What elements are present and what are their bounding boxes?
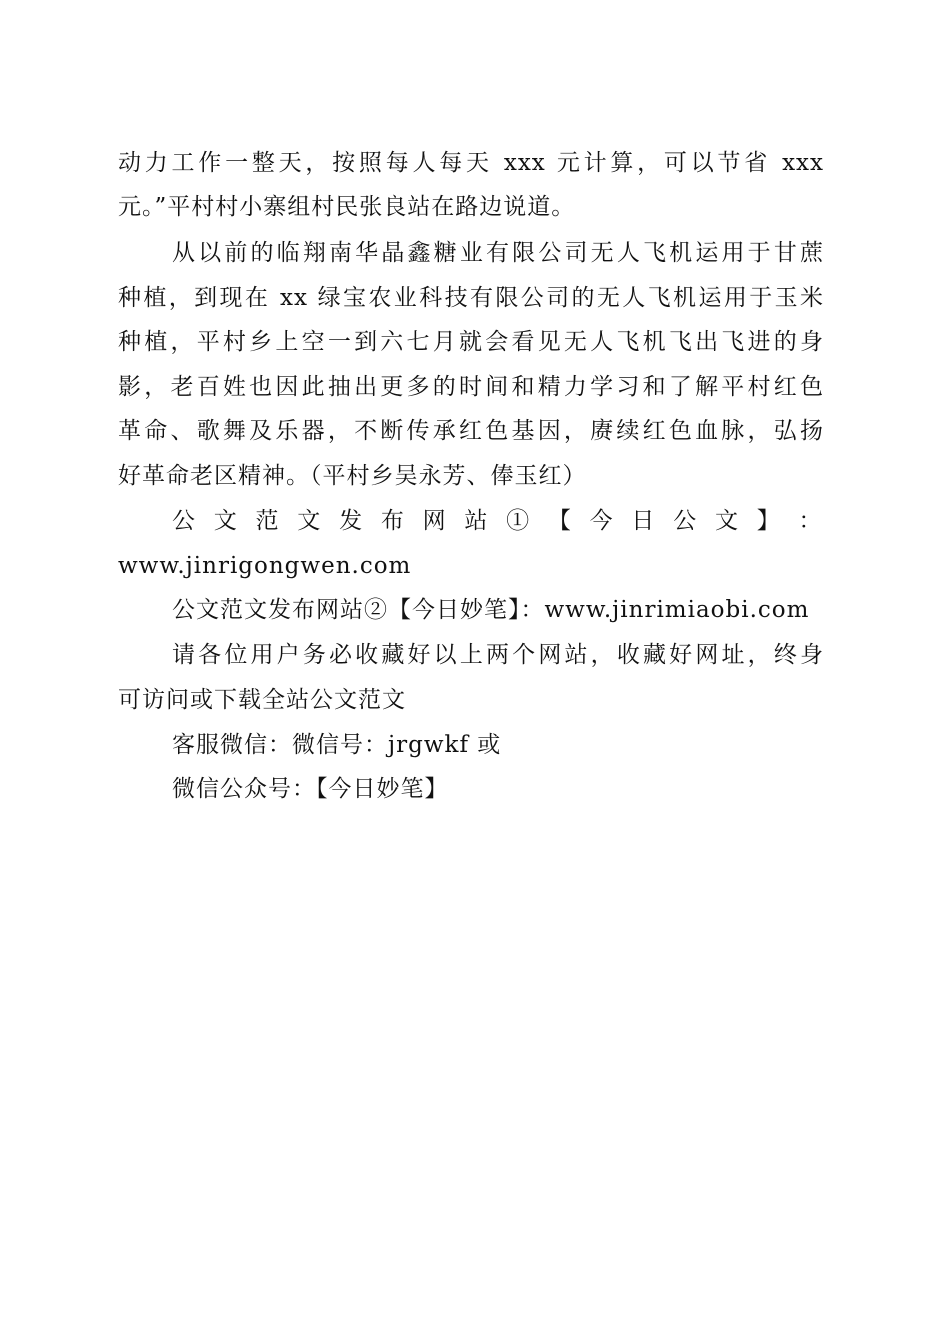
site1-title: 公 文 范 文 发 布 网 站 ① 【 今 日 公 文 】 ：	[172, 508, 824, 534]
site1-url[interactable]: www.jinrigongwen.com	[118, 553, 412, 579]
notice-line2: 可访问或下载全站公文范文	[118, 687, 406, 713]
paragraph2-line1: 从以前的临翔南华晶鑫糖业有限公司无人飞机运用于甘蔗	[172, 240, 824, 266]
site2-line[interactable]: 公文范文发布网站②【今日妙笔】：www.jinrimiaobi.com	[172, 597, 810, 623]
paragraph2-line3: 种植，平村乡上空一到六七月就会看见无人飞机飞出飞进的身	[118, 329, 824, 355]
wechat-service: 客服微信：微信号：jrgwkf 或	[172, 732, 502, 758]
notice-line1: 请各位用户务必收藏好以上两个网站，收藏好网址，终身	[172, 642, 824, 668]
paragraph1-line2: 元。”平村村小寨组村民张良站在路边说道。	[118, 194, 576, 220]
paragraph2-line2: 种植，到现在 xx 绿宝农业科技有限公司的无人飞机运用于玉米	[118, 285, 824, 311]
paragraph2-line4: 影，老百姓也因此抽出更多的时间和精力学习和了解平村红色	[118, 374, 824, 400]
paragraph1-line1: 动力工作一整天，按照每人每天 xxx 元计算，可以节省 xxx	[118, 150, 824, 176]
wechat-public-account: 微信公众号：【今日妙笔】	[172, 776, 449, 802]
paragraph2-line6: 好革命老区精神。（平村乡吴永芳、俸玉红）	[118, 463, 587, 489]
paragraph2-line5: 革命、歌舞及乐器，不断传承红色基因，赓续红色血脉，弘扬	[118, 418, 824, 444]
